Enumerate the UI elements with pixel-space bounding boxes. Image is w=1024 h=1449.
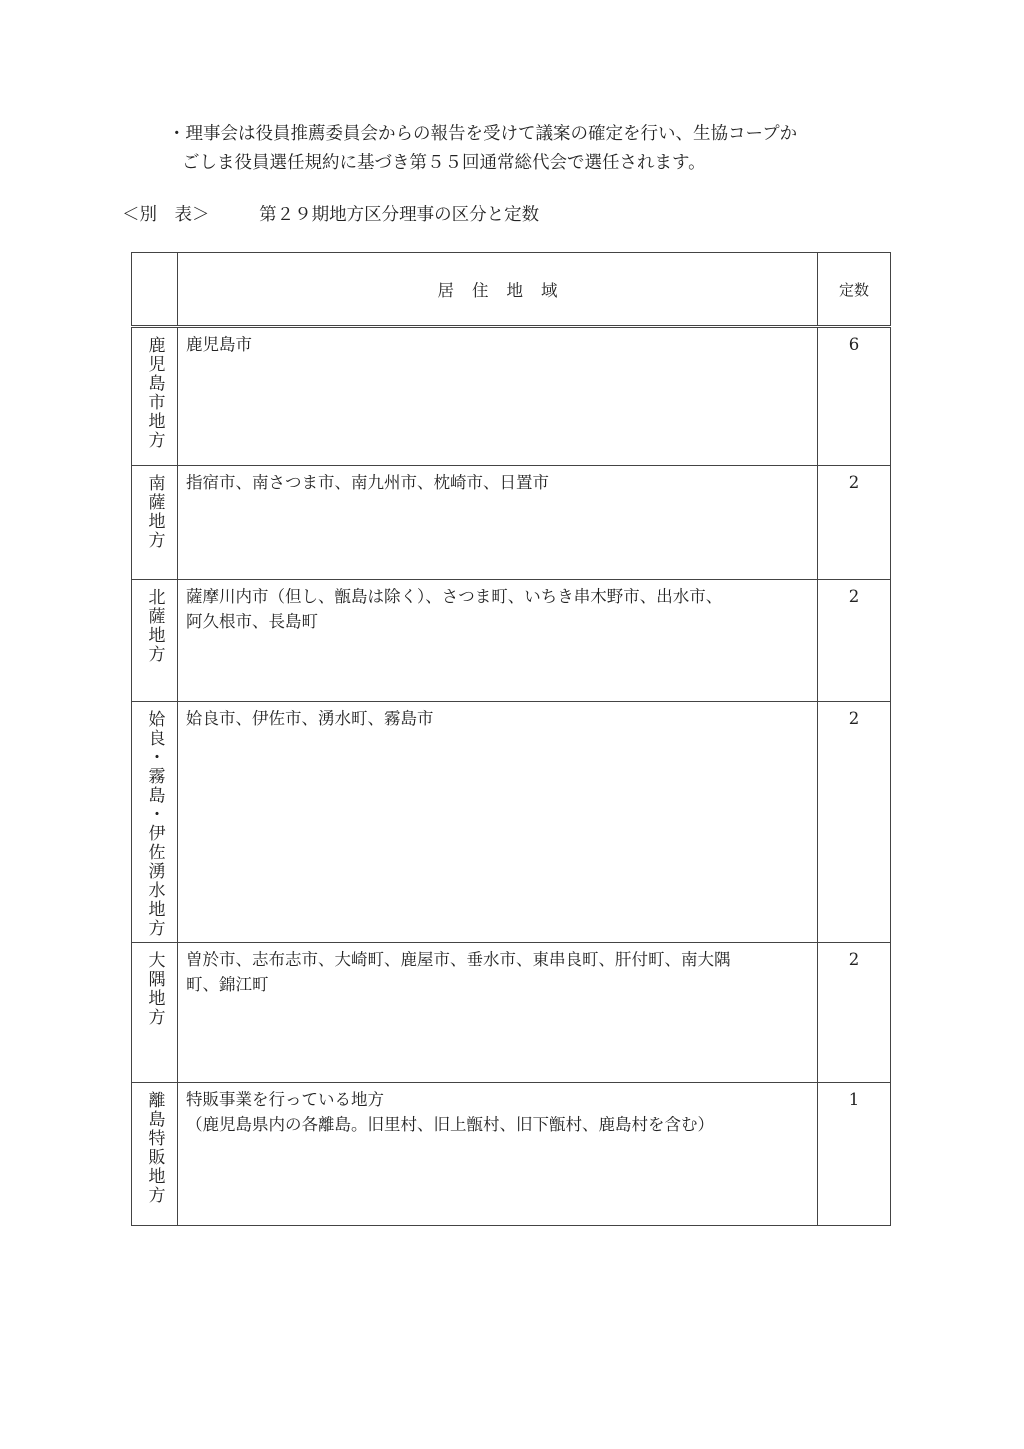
table-row [132,580,891,702]
area-line: 薩摩川内市（但し、甑島は除く）、さつま町、いちき串木野市、出水市、 [186,587,723,606]
area-line: 町、錦江町 [186,975,269,994]
region-name: 南薩地方 [144,474,165,550]
table-row [132,1083,891,1226]
region-name: 北薩地方 [144,588,165,664]
area-line: 阿久根市、長島町 [186,612,318,631]
area-line: 曽於市、志布志市、大崎町、鹿屋市、垂水市、東串良町、肝付町、南大隅 [186,950,731,969]
header-region-cell [132,253,178,327]
residence-area-cell [178,466,818,580]
quota-count-cell: 2 [818,466,891,580]
region-name: 離島特販地方 [144,1091,165,1205]
residence-area-cell [178,327,818,466]
residence-area-cell [178,1083,818,1226]
residence-area-cell [178,702,818,943]
caption-label: ＜別 表＞ [122,205,210,225]
header-area-cell: 居住地域 [178,253,818,327]
region-name-cell [132,466,178,580]
residence-area-cell [178,943,818,1083]
region-quota-table [131,252,891,1226]
quota-count-cell: 2 [818,702,891,943]
region-name-cell [132,943,178,1083]
region-name-cell [132,702,178,943]
table-caption [122,201,539,229]
table-row [132,327,891,466]
region-name-cell [132,1083,178,1226]
area-line: 姶良市、伊佐市、湧水町、霧島市 [186,709,434,728]
region-name: 大隅地方 [144,951,165,1027]
table-row [132,702,891,943]
area-line: （鹿児島県内の各離島。旧里村、旧上甑村、旧下甑村、鹿島村を含む） [186,1115,714,1134]
area-line: 指宿市、南さつま市、南九州市、枕崎市、日置市 [186,473,549,492]
area-line: 鹿児島市 [186,335,252,354]
region-name-cell [132,580,178,702]
quota-count-cell: 2 [818,580,891,702]
note-paragraph [168,120,928,178]
quota-count-cell: 2 [818,943,891,1083]
quota-count-cell: 6 [818,327,891,466]
quota-count-cell: 1 [818,1083,891,1226]
region-name: 鹿児島市地方 [144,336,165,450]
table-header-row [132,253,891,327]
area-line: 特販事業を行っている地方 [186,1090,384,1109]
note-line-1: ・理事会は役員推薦委員会からの報告を受けて議案の確定を行い、生協コープか [168,124,798,144]
residence-area-cell [178,580,818,702]
caption-title: 第２９期地方区分理事の区分と定数 [259,205,540,225]
table-row [132,943,891,1083]
header-count-cell: 定数 [818,253,891,327]
region-name: 姶良・霧島・伊佐湧水地方 [144,710,165,938]
region-name-cell [132,327,178,466]
note-line-2: ごしま役員選任規約に基づき第５５回通常総代会で選任されます。 [182,153,706,173]
table-row [132,466,891,580]
